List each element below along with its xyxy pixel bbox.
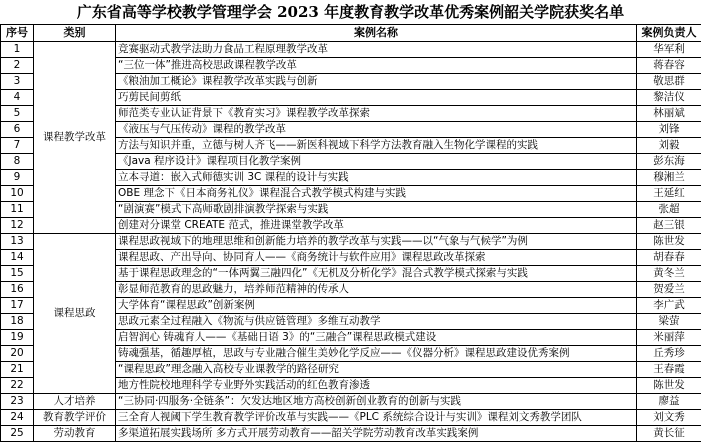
case-owner: 陈世发 [637,378,701,394]
table-body [1,42,701,442]
case-name: “课程思政”理念融入高校专业课教学的路径研究 [116,362,637,378]
award-table [0,24,701,442]
case-owner: 敬思群 [637,74,701,90]
case-name: “三位一体”推进高校思政课程教学改革 [116,58,637,74]
case-owner: 梁萤 [637,314,701,330]
case-name: “剧演赛”模式下高师歌剧排演教学探索与实践 [116,202,637,218]
case-owner: 赵三银 [637,218,701,234]
case-name: 立本寻道：嵌入式师德实训 3C 课程的设计与实践 [116,170,637,186]
case-name: 三全育人视阈下学生教育教学评价改革与实践——《PLC 系统综合设计与实训》课程刘文秀教学团队 [116,410,637,426]
row-number: 12 [1,218,34,234]
row-number: 20 [1,346,34,362]
case-name: 课程思政、产出导向、协同育人——《商务统计与软件应用》课程思政改革探索 [116,250,637,266]
case-name: 基于课程思政理念的“一体两翼三融四化”《无机及分析化学》混合式教学模式探索与实践 [116,266,637,282]
case-owner: 张超 [637,202,701,218]
case-name: 创建对分课堂 CREATE 范式，推进课堂教学改革 [116,218,637,234]
row-number: 19 [1,330,34,346]
row-number: 13 [1,234,34,250]
case-name: 竞赛驱动式教学法助力食品工程原理教学改革 [116,42,637,58]
case-owner: 陈世发 [637,234,701,250]
row-number: 5 [1,106,34,122]
case-name: 多渠道拓展实践场所 多方式开展劳动教育——韶关学院劳动教育改革实践案例 [116,426,637,442]
category-cell: 教育教学评价 [34,410,116,426]
case-name: 师范类专业认证背景下《教育实习》课程教学改革探索 [116,106,637,122]
case-name: OBE 理念下《日本商务礼仪》课程混合式教学模式构建与实践 [116,186,637,202]
row-number: 22 [1,378,34,394]
table-row [1,426,701,442]
case-name: 巧剪民间剪纸 [116,90,637,106]
case-name: 启智润心 铸魂育人——《基础日语 3》的“三融合”课程思政模式建设 [116,330,637,346]
table-row [1,410,701,426]
header-owner: 案例负责人 [637,25,701,42]
case-owner: 刘文秀 [637,410,701,426]
case-name: 《粮油加工概论》课程教学改革实践与创新 [116,74,637,90]
case-name: “三协同·四服务·全链条”：欠发达地区地方高校创新创业教育的创新与实践 [116,394,637,410]
case-owner: 刘锋 [637,122,701,138]
case-owner: 王春霞 [637,362,701,378]
row-number: 11 [1,202,34,218]
case-owner: 彭东海 [637,154,701,170]
row-number: 18 [1,314,34,330]
case-name: 地方性院校地理科学专业野外实践活动的红色教育渗透 [116,378,637,394]
row-number: 23 [1,394,34,410]
row-number: 3 [1,74,34,90]
case-owner: 米丽萍 [637,330,701,346]
row-number: 21 [1,362,34,378]
case-owner: 蒋春容 [637,58,701,74]
case-name: 方法与知识并重，立德与树人齐飞——新医科视域下科学方法教育融入生物化学课程的实践 [116,138,637,154]
case-name: 思政元素全过程融入《物流与供应链管理》多维互动教学 [116,314,637,330]
case-name: 铸魂强基，循趣厚植，思政与专业融合催生美妙化学反应——《仪器分析》课程思政建设优秀案例 [116,346,637,362]
row-number: 7 [1,138,34,154]
header-category: 类别 [34,25,116,42]
case-owner: 刘毅 [637,138,701,154]
row-number: 16 [1,282,34,298]
case-owner: 华军利 [637,42,701,58]
header-no: 序号 [1,25,34,42]
row-number: 8 [1,154,34,170]
row-number: 1 [1,42,34,58]
row-number: 6 [1,122,34,138]
case-owner: 李广武 [637,298,701,314]
case-owner: 贺爱兰 [637,282,701,298]
table-row [1,42,701,58]
table-row [1,234,701,250]
case-owner: 胡春春 [637,250,701,266]
table-row [1,394,701,410]
row-number: 24 [1,410,34,426]
case-owner: 黎洁仪 [637,90,701,106]
case-owner: 穆湘兰 [637,170,701,186]
row-number: 2 [1,58,34,74]
row-number: 15 [1,266,34,282]
category-cell: 课程思政 [34,234,116,394]
case-name: 《液压与气压传动》课程的教学改革 [116,122,637,138]
case-owner: 黄长征 [637,426,701,442]
row-number: 25 [1,426,34,442]
row-number: 17 [1,298,34,314]
case-owner: 丘秀珍 [637,346,701,362]
row-number: 14 [1,250,34,266]
row-number: 9 [1,170,34,186]
category-cell: 劳动教育 [34,426,116,442]
case-owner: 林丽斌 [637,106,701,122]
case-name: 彰显师范教育的思政魅力，培养师范精神的传承人 [116,282,637,298]
page-title: 广东省高等学校教学管理学会 2023 年度教育教学改革优秀案例韶关学院获奖名单 [0,0,701,24]
case-name: 课程思政视域下的地理思维和创新能力培养的教学改革与实践——以“气象与气候学”为例 [116,234,637,250]
case-name: 大学体育“课程思政”创新案例 [116,298,637,314]
category-cell: 人才培养 [34,394,116,410]
header-case-name: 案例名称 [116,25,637,42]
row-number: 4 [1,90,34,106]
case-owner: 黄冬兰 [637,266,701,282]
row-number: 10 [1,186,34,202]
case-owner: 廖益 [637,394,701,410]
category-cell: 课程教学改革 [34,42,116,234]
table-header-row [1,25,701,42]
case-owner: 王延红 [637,186,701,202]
case-name: 《Java 程序设计》课程项目化教学案例 [116,154,637,170]
